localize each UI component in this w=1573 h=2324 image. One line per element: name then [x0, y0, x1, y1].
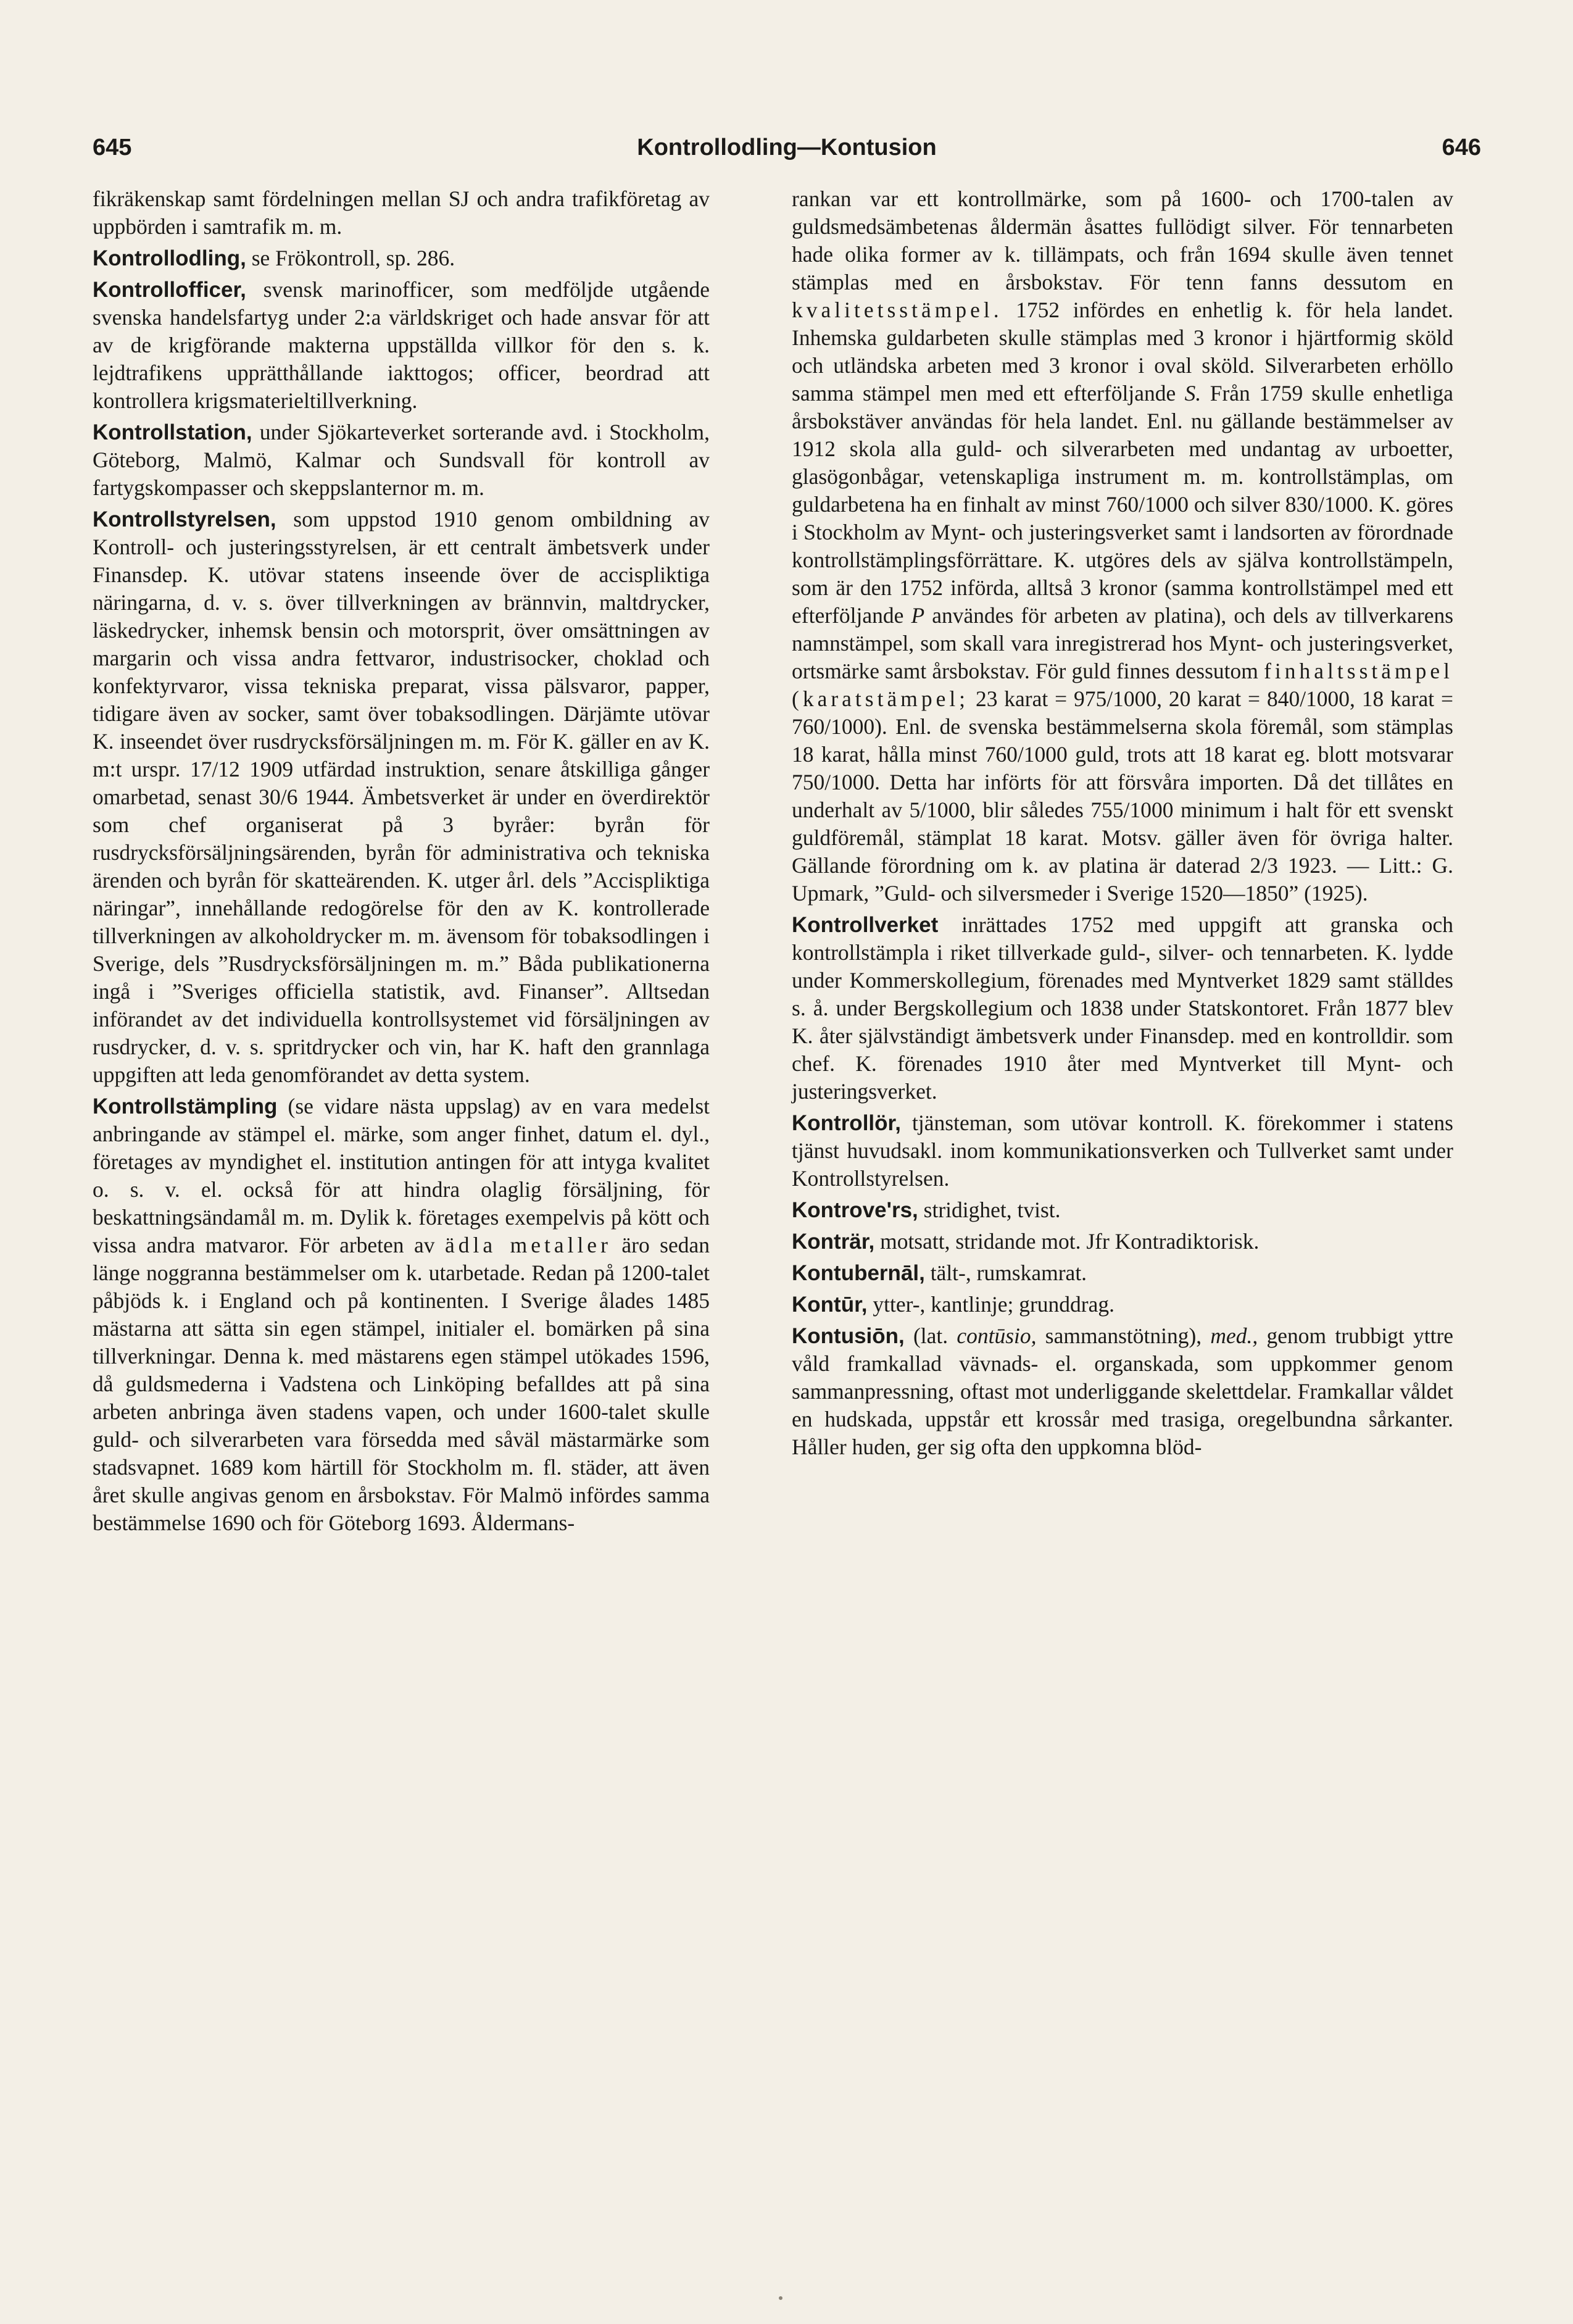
left-column: [93, 185, 710, 1541]
headword: Kontrollör,: [792, 1111, 901, 1135]
entry-kontubernal: Kontubernāl, tält-, rumskamrat.: [792, 1260, 1087, 1285]
spaced-term: kvalitetsstämpel.: [792, 298, 1003, 322]
headword: Kontrollstation,: [93, 420, 252, 444]
date-fraction: 17/12: [189, 757, 240, 781]
page-number-right: 646: [1442, 135, 1481, 160]
abbreviation: med.,: [1210, 1323, 1258, 1348]
headword: Kontrollverket: [792, 913, 939, 937]
headword: Kontrollodling,: [93, 246, 246, 270]
running-title: Kontrollodling—Kontusion: [637, 135, 937, 160]
entry-kontur: Kontūr, ytter-, kantlinje; grunddrag.: [792, 1292, 1115, 1317]
print-mark: [779, 2296, 782, 2300]
entry-kontrollstyrelsen: Kontrollstyrelsen, som uppstod 1910 genom ombildning av Kontroll- och justeringsstyrelsen, är ett centralt ämbetsverk under Finansdep. K. utövar statens inseende över de accispliktiga näringarna, d. v. s. över tillverkningen av brännvin, maltdrycker, läskedrycker, inhemsk bensin och motorsprit, över omsättningen av margarin och vissa andra fettvaror, industrisocker, choklad och konfektyrvaror, vissa tekniska preparat, vissa pälsvaror, papper, tidigare även av socker, samt över tobaksodlingen. Därjämte utövar K. inseendet över rusdrycksförsäljningen m. m. För K. gäller en av K. m:t urspr. 17/12 1909 utfärdad instruktion, senare åtskilliga gånger omarbetad, senast 30/6 1944. Ämbetsverket är under en överdirektör som chef organiserat på 3 byråer: byrån för rusdrycksförsäljningsärenden, byrån för administrativa och tekniska ärenden och byrån för skatteärenden. K. utger årl. dels ”Accispliktiga näringar”, innehållande redogörelse för den av K. kontrollerade tillverkningen av alkoholdrycker m. m. ävensom för tobaksodlingen i Sverige, dels ”Rusdrycksförsäljningen m. m.” Båda publikationerna ingå i ”Sveriges officiella statistik, avd. Finanser”. Alltsedan införandet av det individuella kontrollsystemet vid försäljningen av rusdrycker, d. v. s. spritdrycker och vin, har K. haft den grannlaga uppgiften att leda genomförandet av detta system.: [93, 507, 710, 1087]
page-number-left: 645: [93, 135, 132, 160]
running-header: [93, 135, 1481, 172]
spaced-term: ädla metaller: [445, 1233, 612, 1257]
headword: Kontusiōn,: [792, 1324, 905, 1348]
headword: Kontrollstyrelsen,: [93, 507, 276, 531]
date-fraction: 30/6: [259, 785, 298, 809]
entry-kontrollodling: Kontrollodling, se Frökontroll, sp. 286.: [93, 246, 455, 270]
entry-kontrollstampling: Kontrollstämpling (se vidare nästa uppslag) av en vara medelst anbringande av stämpel el. märke, som anger finhet, datum el. dyl., företages av myndighet el. institution antingen för att intyga kvalitet o. s. v. el. också för att hindra olaglig försäljning, för beskattningsändamål m. m. Dylik k. företages exempelvis på kött och vissa andra matvaror. För arbeten av ädla metaller äro sedan länge noggranna bestämmelser om k. utarbetade. Redan på 1200-talet påbjöds k. i England och på kontinenten. I Sverige ålades 1485 mästarna att sätta sin egen stämpel, initialer el. bomärken på sina tillverkningar. Denna k. med mästarens egen stämpel utökades 1596, då guldsmederna i Vadstena och Linköping befalldes att på sina arbeten anbringa även stadens vapen, och under 1600-talet skulle guld- och silverarbeten vara försedda med såväl mästarmärke som stadsvapnet. 1689 kom härtill för Stockholm m. fl. städer, att även året skulle angivas genom en årsbokstav. För Malmö infördes samma bestämmelse 1690 och för Göteborg 1693. Åldermans-: [93, 1094, 710, 1535]
entry-kontrollstation: Kontrollstation, under Sjökarteverket sorterande avd. i Stockholm, Göteborg, Malmö, Kalmar och Sundsvall för kontroll av fartygskompasser och skeppslanternor m. m.: [93, 420, 710, 500]
entry-continuation: fikräkenskap samt fördelningen mellan SJ och andra trafikföretag av uppbörden i samtrafik m. m.: [93, 186, 710, 239]
headword: Kontrove'rs,: [792, 1198, 918, 1222]
entry-kontrollofficer: Kontrollofficer, svensk marinofficer, som medföljde utgående svenska handelsfartyg under 2:a världskriget och hade ansvar för att av de krigförande makterna uppställda villkor för den s. k. lejdtrafikens upprätthållande iakttogos; officer, beordrad att kontrollera krigsmaterieltillverkning.: [93, 277, 710, 413]
entry-kontrollor: Kontrollör, tjänsteman, som utövar kontroll. K. förekommer i statens tjänst huvudsakl. inom kommunikationsverken och Tullverket samt under Kontrollstyrelsen.: [792, 1110, 1453, 1191]
entry-kontrollverket: Kontrollverket inrättades 1752 med uppgift att granska och kontrollstämpla i riket tillverkade guld-, silver- och tennarbeten. K. lydde under Kommerskollegium, förenades med Myntverket 1829 samt ställdes s. å. under Bergskollegium och 1838 under Statskontoret. Från 1877 blev K. åter självständigt ämbetsverk under Finansdep. med en kontrolldir. som chef. K. förenades 1910 åter med Myntverket till Mynt- och justeringsverket.: [792, 912, 1453, 1104]
headword: Kontrollofficer,: [93, 278, 246, 302]
headword: Kontrollstämpling: [93, 1094, 278, 1118]
italic-letter: S.: [1184, 381, 1202, 406]
entry-kontrar: Konträr, motsatt, stridande mot. Jfr Kontradiktorisk.: [792, 1229, 1260, 1254]
spaced-term: finhaltsstämpel (karatstämpel;: [792, 659, 1453, 711]
headword: Kontūr,: [792, 1293, 868, 1317]
italic-letter: P: [911, 603, 925, 628]
right-column: [792, 185, 1453, 1465]
headword: Konträr,: [792, 1230, 875, 1254]
fraction: 830/1000.: [1285, 492, 1374, 517]
entry-kontrovers: Kontrove'rs, stridighet, tvist.: [792, 1197, 1061, 1222]
entry-continuation: rankan var ett kontrollmärke, som på 1600- och 1700-talen av guldsmedsämbetenas åldermän åsattes fullödigt silver. För tennarbeten hade olika former av k. tillämpats, och från 1694 skulle även tennet stämplas med en årsbokstav. För tenn fanns dessutom en kvalitetsstämpel. 1752 infördes en enhetlig k. för hela landet. Inhemska guldarbeten skulle stämplas med 3 kronor i hjärtformig sköld och utländska arbeten med 3 kronor i oval sköld. Silverarbeten erhöllo samma stämpel men med ett efterföljande S. Från 1759 skulle enhetliga årsbokstäver användas för hela landet. Enl. nu gällande bestämmelser av 1912 skola alla guld- och silverarbeten med undantag av urboetter, glasögonbågar, vetenskapliga instrument m. m. kontrollstämplas, om guldarbetena ha en finhalt av minst 760/1000 och silver 830/1000. K. göres i Stockholm av Mynt- och justeringsverket samt i landsorten av förordnade kontrollstämplingsförrättare. K. utgöres dels av själva kontrollstämpeln, som är den 1752 införda, alltså 3 kronor (samma kontrollstämpel med ett efterföljande P användes för arbeten av platina), och dels av tillverkarens namnstämpel, som skall vara inregistrerad hos Mynt- och justeringsverket, ortsmärke samt årsbokstav. För guld finnes dessutom finhaltsstämpel (karatstämpel; 23 karat = 975/1000, 20 karat = 840/1000, 18 karat = 760/1000). Enl. de svenska bestämmelserna skola föremål, som stämplas 18 karat, hålla minst 760/1000 guld, trots att 18 karat eg. blott motsvarar 750/1000. Detta har införts för att försvåra importen. Då det tillåtes en underhalt av 5/1000, blir således 755/1000 minimum i halt för ett svenskt guldföremål, stämplat 18 karat. Motsv. gäller även för övriga halter. Gällande förordning om k. av platina är daterad 2/3 1923. — Litt.: G. Upmark, ”Guld- och silversmeder i Sverige 1520—1850” (1925).: [792, 186, 1454, 906]
fraction: 760/1000: [1105, 492, 1189, 517]
headword: Kontubernāl,: [792, 1261, 925, 1285]
entry-kontusion: Kontusiōn, (lat. contūsio, sammanstötning), med., genom trubbigt yttre våld framkallad vävnads- el. organskada, som uppkommer genom sammanpressning, oftast mot underliggande skelettdelar. Framkallar våldet en hudskada, uppstår ett krossår med trasiga, oregelbundna sårkanter. Håller huden, ger sig ofta den uppkomna blöd-: [792, 1323, 1454, 1459]
latin-term: contūsio,: [957, 1323, 1037, 1348]
